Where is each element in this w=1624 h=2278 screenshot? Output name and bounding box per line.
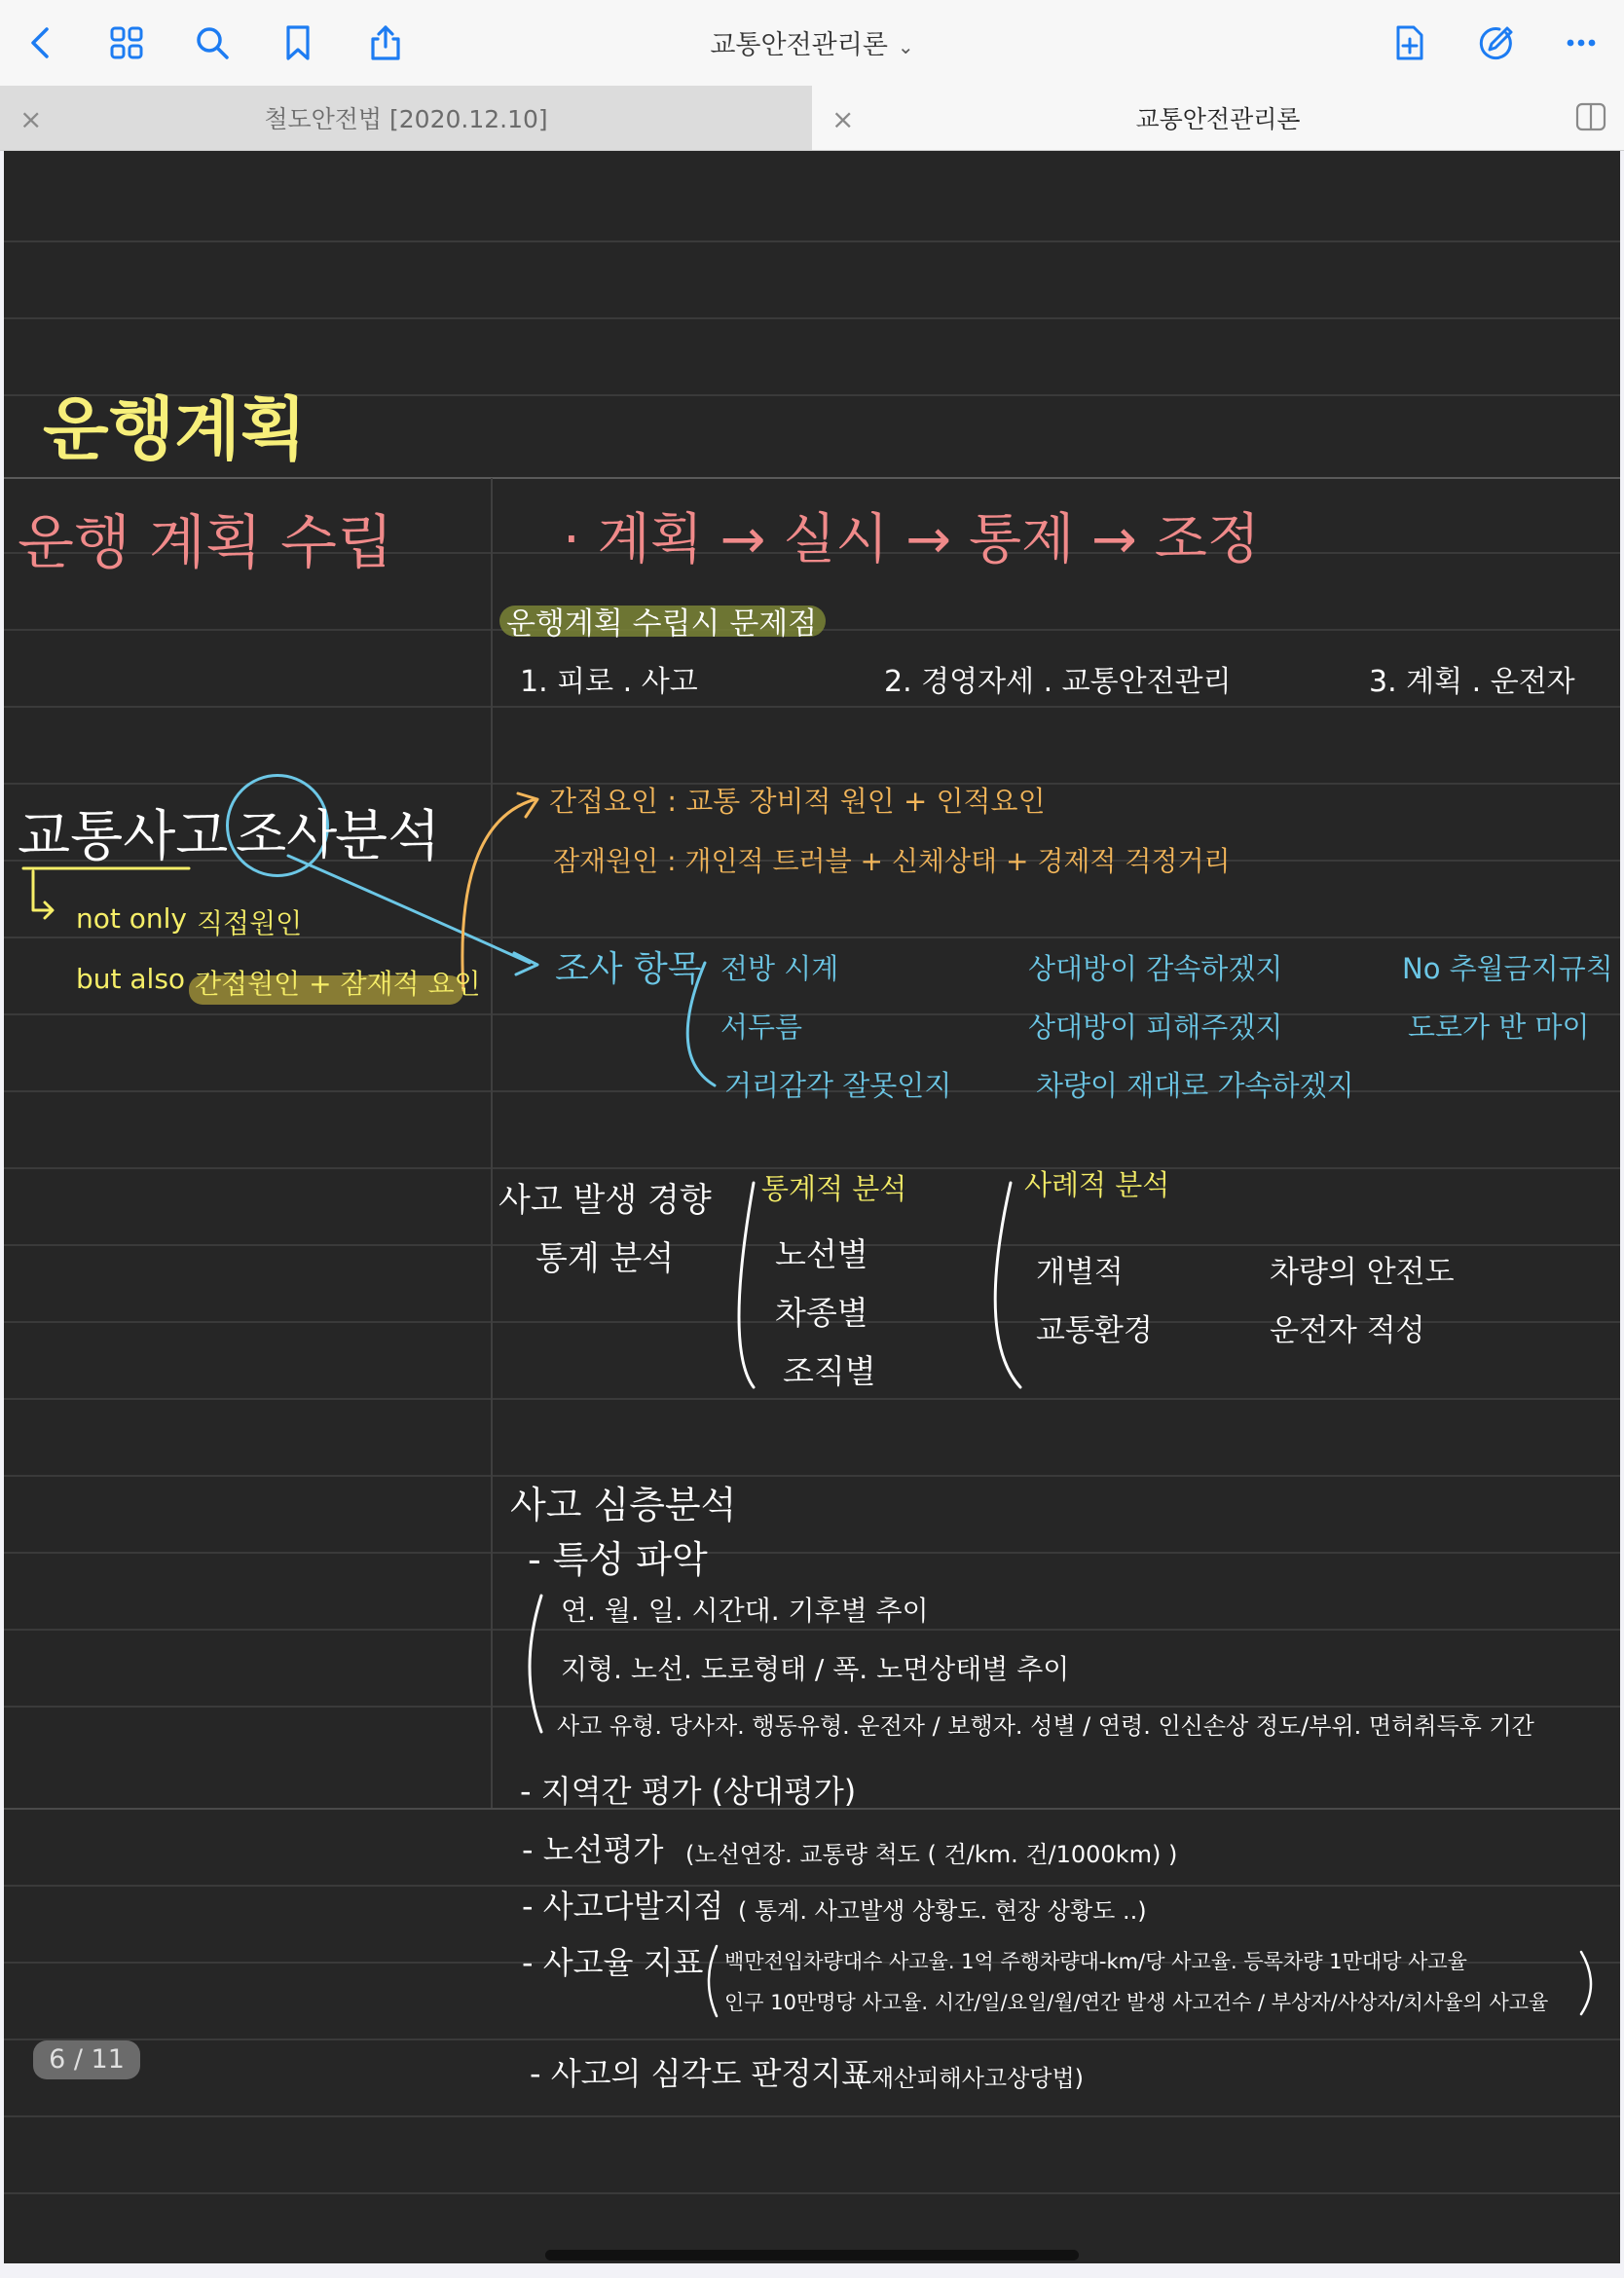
statistics-analysis: 통계 분석 xyxy=(535,1239,675,1278)
case-item: 교통환경 xyxy=(1036,1313,1153,1348)
problem-item: 1. 피로 . 사고 xyxy=(520,665,698,699)
stat-item: 차종별 xyxy=(775,1294,868,1332)
survey-item: 도로가 반 마이 xyxy=(1408,1010,1590,1044)
note-page[interactable] xyxy=(4,151,1620,2263)
home-indicator[interactable] xyxy=(545,2250,1079,2260)
process-flow: · 계획 → 실시 → 통제 → 조정 xyxy=(563,508,1260,571)
case-item: 운전자 적성 xyxy=(1270,1313,1425,1348)
survey-item: 전방 시계 xyxy=(720,952,839,985)
survey-item: 차량이 재대로 가속하겠지 xyxy=(1036,1069,1354,1102)
tab-railway-safety-law[interactable] xyxy=(0,86,812,150)
hotspot-detail: ( 통계. 사고발생 상황도. 현장 상황도 ..) xyxy=(738,1897,1147,1925)
rate-line: 백만전입차량대수 사고율. 1억 주행차량대-km/당 사고율. 등록차량 1만대당 사고율 xyxy=(724,1950,1467,1973)
tab-label: 철도안전법 [2020.12.10] xyxy=(264,105,548,133)
heading-survey: 조사 xyxy=(236,804,338,865)
note-not-only: not only xyxy=(76,902,187,935)
survey-item: No 추월금지규칙 xyxy=(1402,952,1613,985)
problem-item: 3. 계획 . 운전자 xyxy=(1369,665,1575,699)
trait-line: 연. 월. 일. 시간대. 기후별 추이 xyxy=(561,1595,929,1627)
rate-line: 인구 10만명당 사고율. 시간/일/요일/월/연간 발생 사고건수 / 부상자/사상자/치사율의 사고율 xyxy=(724,1991,1549,2014)
survey-item: 거리감각 잘못인지 xyxy=(724,1069,952,1102)
stat-item: 조직별 xyxy=(783,1352,876,1390)
route-eval-detail: (노선연장. 교통량 척도 ( 건/km. 건/1000km) ) xyxy=(685,1841,1178,1868)
tab-traffic-safety[interactable] xyxy=(812,86,1624,150)
survey-items-label: 조사 항목 xyxy=(555,949,702,989)
heading-analysis: 분석 xyxy=(335,805,441,868)
tab-label: 교통안전관리론 xyxy=(1135,105,1301,133)
problem-item: 2. 경영자세 . 교통안전관리 xyxy=(884,665,1232,699)
stat-item: 노선별 xyxy=(775,1235,868,1273)
top-toolbar xyxy=(0,0,1624,86)
note-but-also: but also xyxy=(76,963,186,995)
case-item: 차량의 안전도 xyxy=(1270,1255,1455,1290)
survey-item: 상대방이 피해주겠지 xyxy=(1028,1010,1283,1044)
deep-analysis: 사고 심층분석 xyxy=(510,1484,737,1526)
more-icon[interactable] xyxy=(1560,21,1603,64)
latent-cause: 잠재원인 : 개인적 트러블 + 신체상태 + 경제적 걱정거리 xyxy=(553,845,1231,877)
note-indirect-latent: 간접원인 + 잠재적 요인 xyxy=(195,968,481,1000)
page-title: 운행계획 xyxy=(43,389,307,469)
accident-tendency: 사고 발생 경향 xyxy=(498,1181,712,1220)
problems-label: 운행계획 수립시 문제점 xyxy=(506,606,818,642)
split-view-icon[interactable] xyxy=(1575,101,1606,132)
severity-detail: ( 재산피해사고상당법) xyxy=(855,2065,1085,2092)
close-icon[interactable]: × xyxy=(19,103,43,135)
heading-accident: 교통사고 xyxy=(18,805,229,868)
trait-line: 사고 유형. 당사자. 행동유형. 운전자 / 보행자. 성별 / 연령. 인신손상 정도/부위. 면허취득후 기간 xyxy=(557,1712,1534,1740)
trait-heading: - 특성 파악 xyxy=(528,1538,708,1581)
severity: - 사고의 심각도 판정지표 xyxy=(530,2055,872,2092)
add-page-icon[interactable] xyxy=(1388,21,1431,64)
rate-label: - 사고율 지표 xyxy=(522,1944,704,1981)
indirect-factor: 간접요인 : 교통 장비적 원인 + 인적요인 xyxy=(549,785,1046,818)
survey-item: 상대방이 감속하겠지 xyxy=(1028,952,1283,985)
document-title[interactable]: 교통안전관리론 ⌄ xyxy=(710,30,914,60)
chevron-down-icon: ⌄ xyxy=(897,35,914,58)
hotspot: - 사고다발지점 xyxy=(522,1888,724,1925)
case-item: 개별적 xyxy=(1036,1255,1124,1290)
note-direct-cause: 직접원인 xyxy=(197,907,303,939)
stat-analysis-label: 통계적 분석 xyxy=(761,1172,907,1205)
survey-item: 서두름 xyxy=(720,1010,803,1044)
trait-line: 지형. 노선. 도로형태 / 폭. 노면상태별 추이 xyxy=(561,1653,1070,1685)
pen-icon[interactable] xyxy=(1474,21,1517,64)
regional-eval: - 지역간 평가 (상대평가) xyxy=(520,1773,857,1810)
close-icon[interactable]: × xyxy=(831,103,855,135)
heading-plan-setup: 운행 계획 수립 xyxy=(18,509,393,577)
page-indicator: 6 / 11 xyxy=(33,2040,140,2079)
route-eval: - 노선평가 xyxy=(522,1831,664,1868)
tab-bar xyxy=(0,86,1624,151)
case-analysis-label: 사례적 분석 xyxy=(1024,1168,1170,1201)
